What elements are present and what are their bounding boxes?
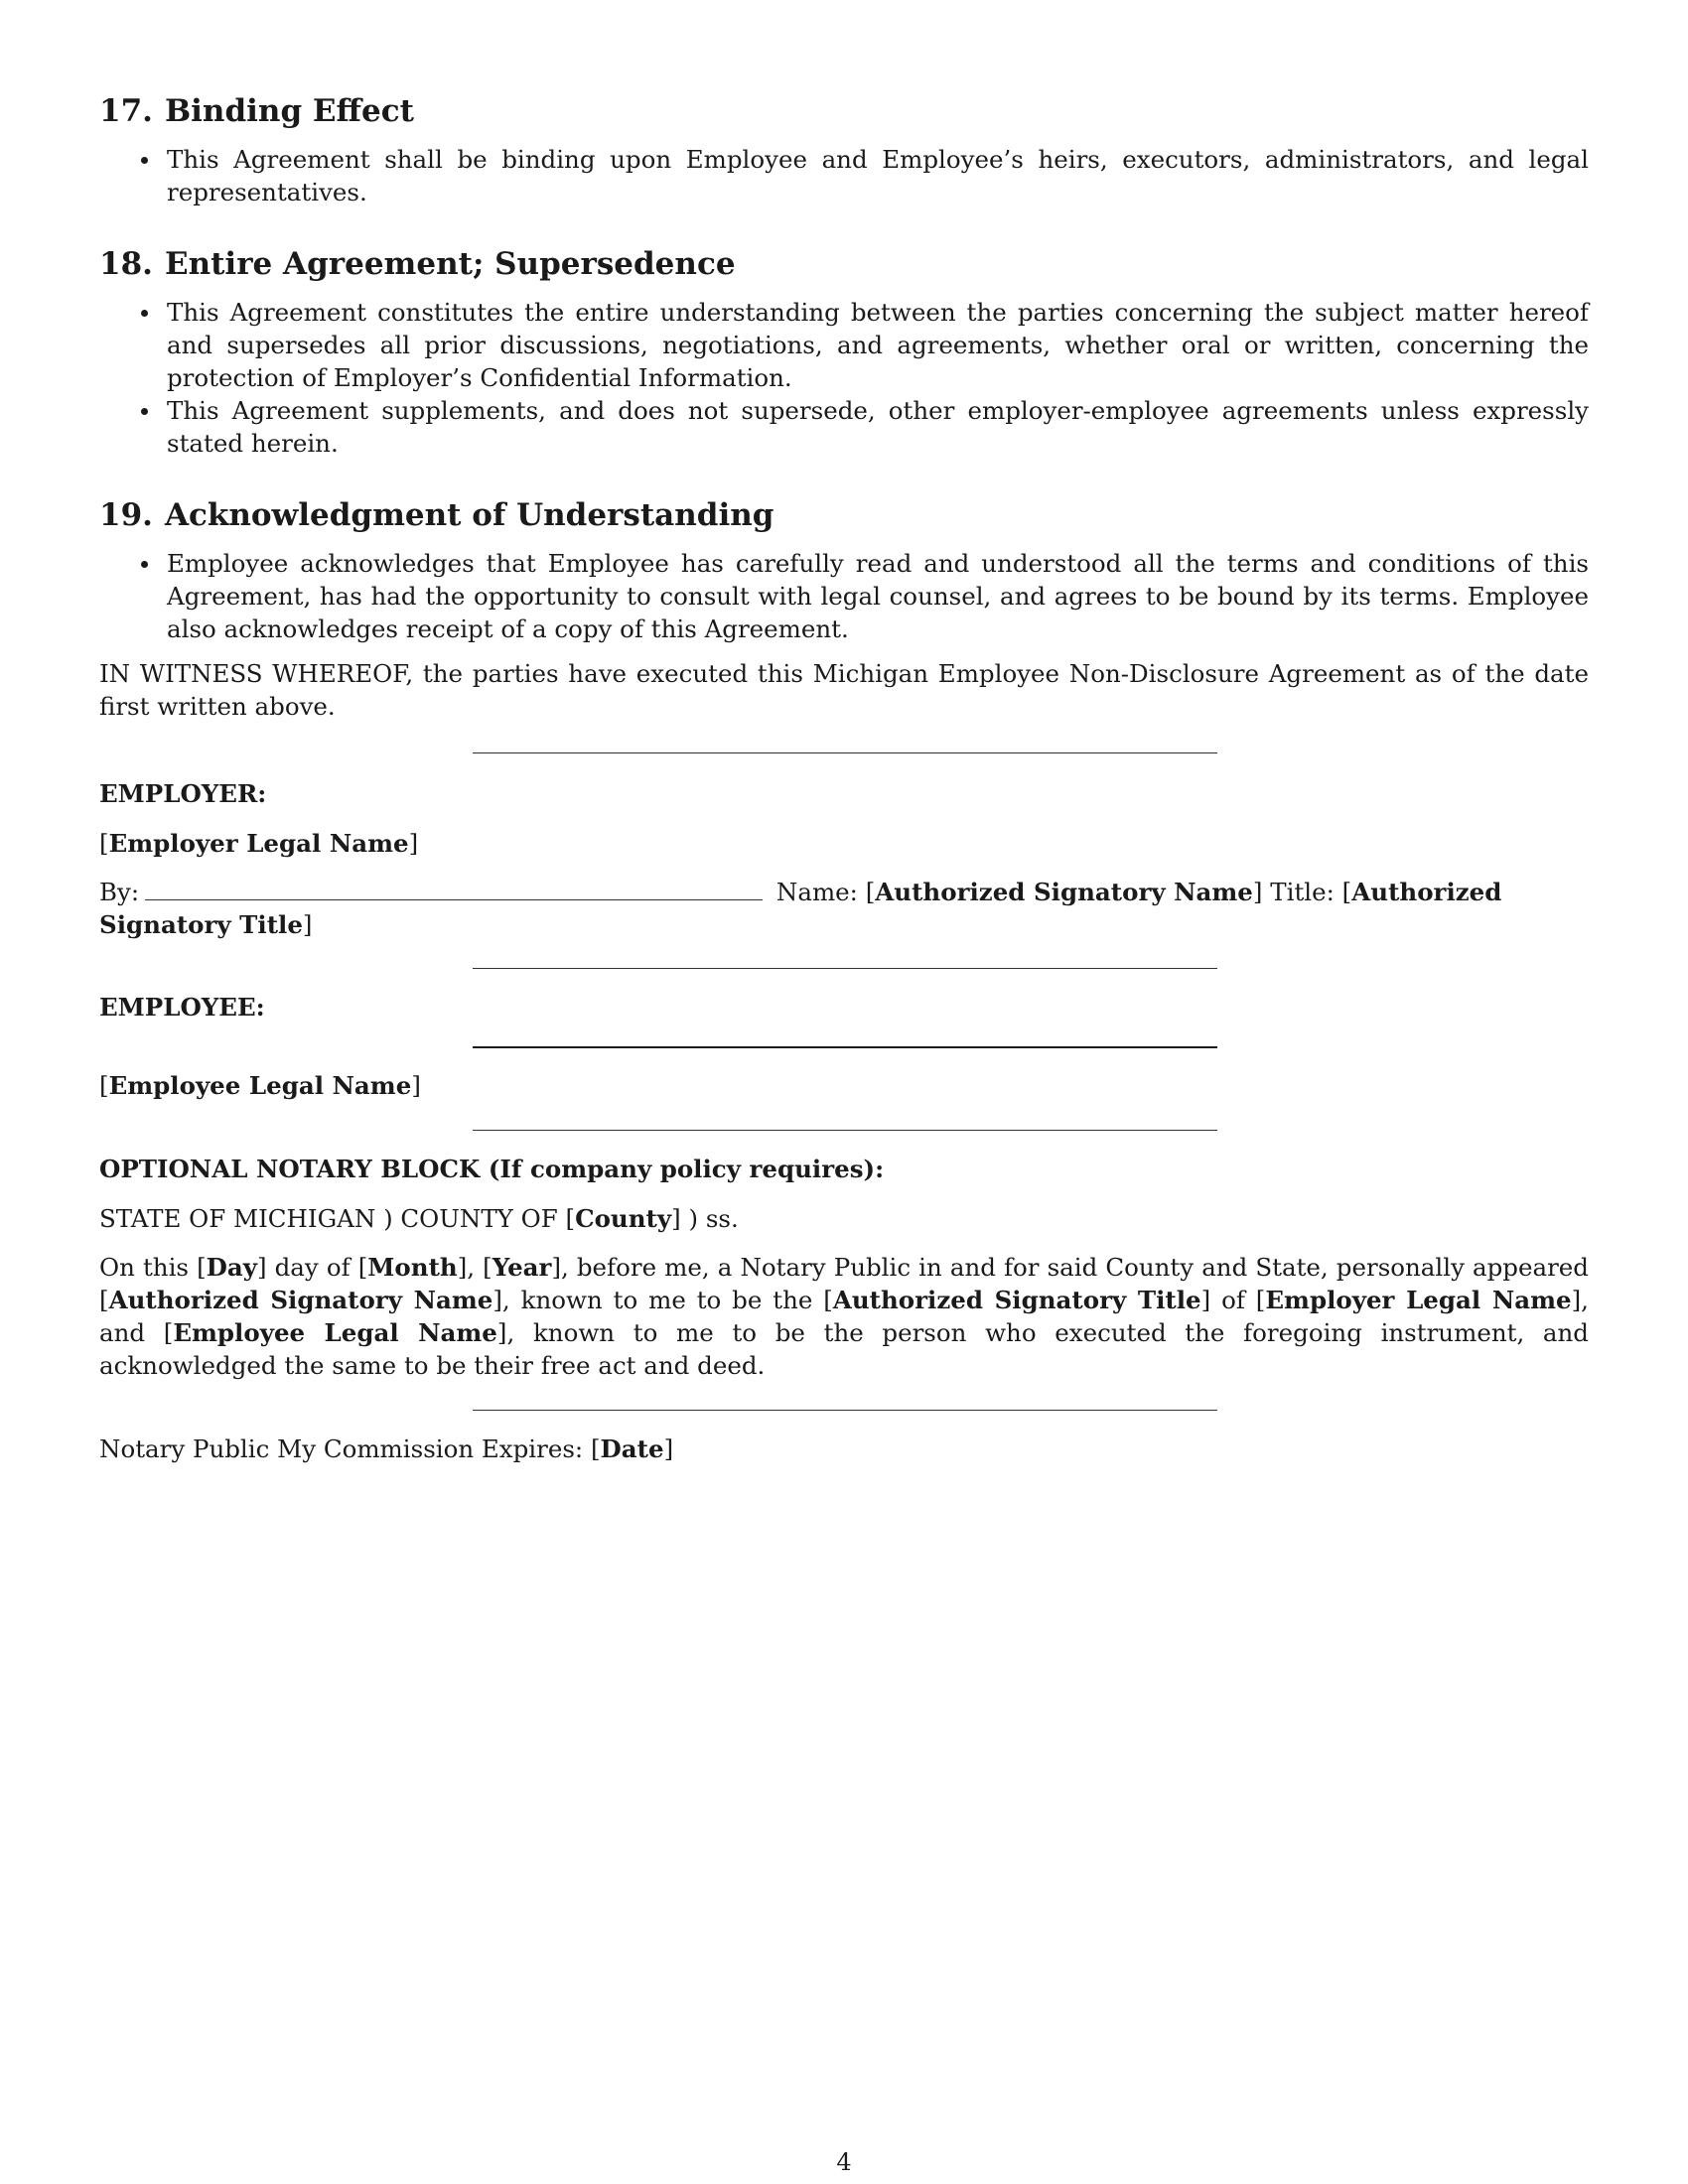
section-18 — [99, 244, 1589, 460]
section-17 — [99, 91, 1589, 208]
list-item: This Agreement supplements, and does not supersede, other employer-employee agreements unless expressly stated herein. — [99, 394, 1589, 460]
section-heading: 17. Binding Effect — [99, 93, 414, 129]
employer-signature-line: By: Name: [Authorized Signatory Name] Title: [Authorized Signatory Title] — [99, 878, 1502, 939]
notary-heading: OPTIONAL NOTARY BLOCK (If company policy requires): — [99, 1155, 885, 1183]
section-list — [99, 296, 1589, 460]
employer-heading: EMPLOYER: — [99, 779, 267, 808]
notary-acknowledgment: On this [Day] day of [Month], [Year], before me, a Notary Public in and for said County and State, personally appeared [Authorized Signatory Name], known to me to be the [Authorized Signatory Title] of [Employer Legal Name], and [Employee Legal Name], known to me to be the person who executed the foregoing instrument, and acknowledged the same to be their free act and deed. — [99, 1253, 1589, 1380]
notary-venue: STATE OF MICHIGAN ) COUNTY OF [County] ) ss. — [99, 1204, 739, 1233]
notary-commission: Notary Public My Commission Expires: [Date] — [99, 1434, 674, 1463]
section-list — [99, 547, 1589, 645]
witness-clause: IN WITNESS WHEREOF, the parties have executed this Michigan Employee Non-Disclosure Agreement as of the date first written above. — [99, 659, 1589, 721]
list-item: Employee acknowledges that Employee has carefully read and understood all the terms and conditions of this Agreement, has had the opportunity to consult with legal counsel, and agrees to be bound by its terms. Employee also acknowledges receipt of a copy of this Agreement. — [99, 547, 1589, 645]
document-page — [99, 91, 1589, 1465]
signature-blank[interactable] — [145, 878, 763, 900]
employer-legal-name: [Employer Legal Name] — [99, 829, 419, 858]
employee-heading: EMPLOYEE: — [99, 993, 265, 1022]
section-heading: 19. Acknowledgment of Understanding — [99, 497, 774, 533]
section-heading: 18. Entire Agreement; Supersedence — [99, 246, 736, 282]
employee-legal-name: [Employee Legal Name] — [99, 1071, 421, 1100]
list-item: This Agreement constitutes the entire understanding between the parties concerning the subject matter hereof and supersedes all prior discussions, negotiations, and agreements, whether oral or written, concerning the protection of Employer’s Confidential Information. — [99, 296, 1589, 394]
list-item: This Agreement shall be binding upon Employee and Employee’s heirs, executors, administrators, and legal representatives. — [99, 143, 1589, 208]
section-list — [99, 143, 1589, 208]
section-19 — [99, 495, 1589, 645]
page-number: 4 — [836, 2148, 852, 2176]
